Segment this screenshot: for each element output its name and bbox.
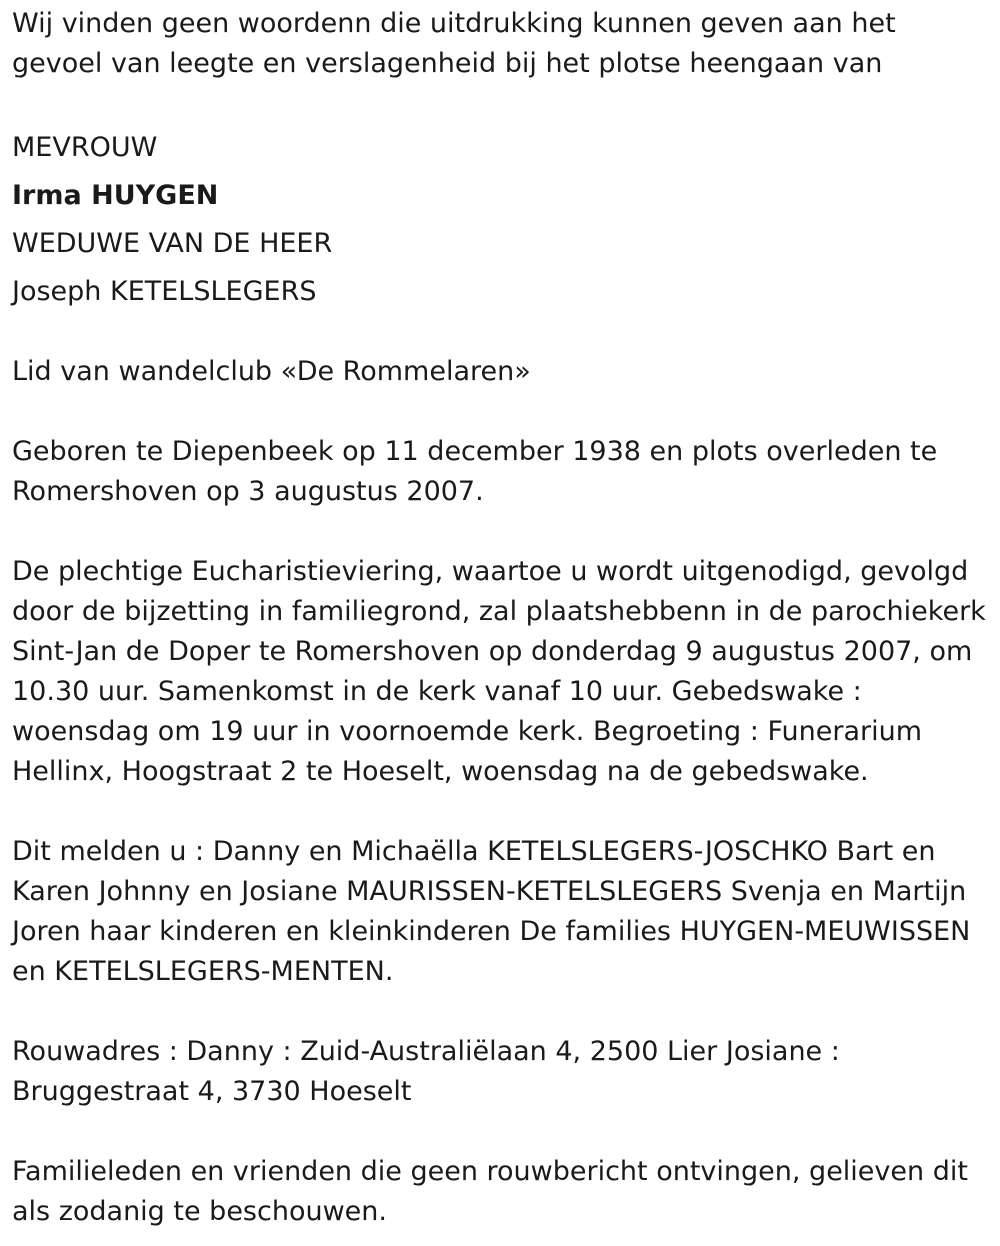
birth-death-paragraph: Geboren te Diepenbeek op 11 december 1938 en plots overleden te Romershoven op 3 augustus 2007. [12, 436, 938, 507]
deceased-title: MEVROUW [12, 132, 158, 163]
deceased-block [12, 124, 988, 316]
deceased-relation: WEDUWE VAN DE HEER [12, 228, 333, 259]
announcers-paragraph: Dit melden u : Danny en Michaëlla KETELSLEGERS-JOSCHKO Bart en Karen Johnny en Josiane MAURISSEN-KETELSLEGERS Svenja en Martijn Joren haar kinderen en kleinkinderen De families HUYGEN-MEUWISSEN en KETELSLEGERS-MENTEN. [12, 836, 971, 987]
intro-paragraph: Wij vinden geen woordenn die uitdrukking kunnen geven aan het gevoel van leegte en verslagenheid bij het plotse heengaan van [12, 8, 896, 79]
deceased-name: Irma HUYGEN [12, 180, 219, 211]
ceremony-paragraph: De plechtige Eucharistieviering, waartoe u wordt uitgenodigd, gevolgd door de bijzetting in familiegrond, zal plaatshebbenn in de parochiekerk Sint-Jan de Doper te Romershoven op donderdag 9 augustus 2007, om 10.30 uur. Samenkomst in de kerk vanaf 10 uur. Gebedswake : woensdag om 19 uur in voornoemde kerk. Begroeting : Funerarium Hellinx, Hoogstraat 2 te Hoeselt, woensdag na de gebedswake. [12, 556, 986, 787]
closing-paragraph: Familieleden en vrienden die geen rouwbericht ontvingen, gelieven dit als zodanig te beschouwen. [12, 1156, 968, 1227]
spouse-name: Joseph KETELSLEGERS [12, 276, 317, 307]
membership-paragraph: Lid van wandelclub «De Rommelaren» [12, 356, 531, 387]
address-paragraph: Rouwadres : Danny : Zuid-Australiëlaan 4, 2500 Lier Josiane : Bruggestraat 4, 3730 Hoeselt [12, 1036, 840, 1107]
